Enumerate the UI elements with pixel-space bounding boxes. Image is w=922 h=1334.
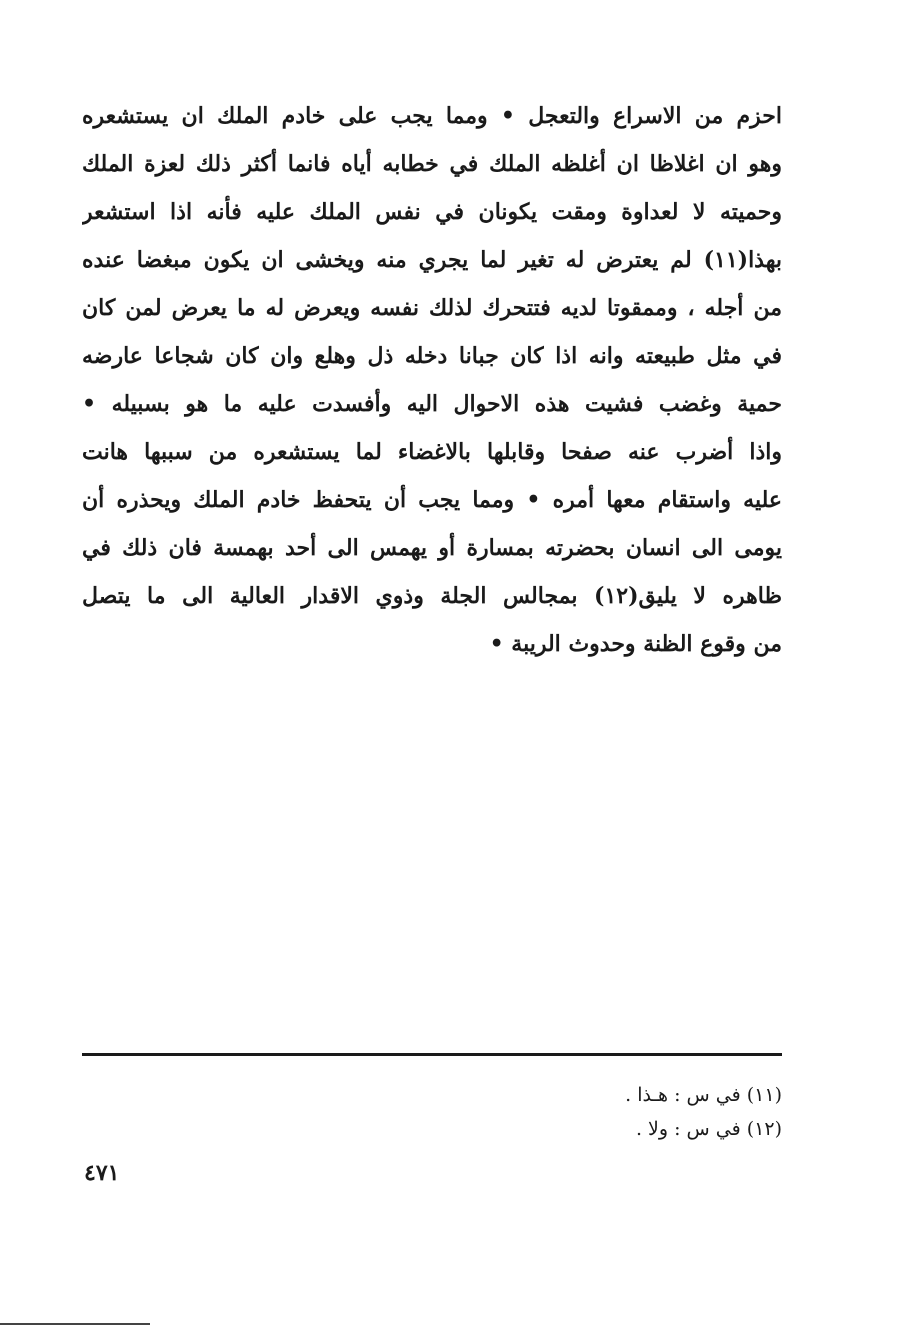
text-line: في مثل طبيعته وانه اذا كان جبانا دخله ذل وهلع وان كان شجاعا عارضه <box>82 343 782 369</box>
text-line: احزم من الاسراع والتعجل • ومما يجب على خادم الملك ان يستشعره <box>82 103 782 129</box>
page-number: ٤٧١ <box>84 1160 120 1186</box>
scan-edge-line <box>0 1323 150 1325</box>
text-line: وحميته لا لعداوة ومقت يكونان في نفس الملك عليه فأنه اذا استشعر <box>82 199 782 225</box>
footnotes <box>82 1078 782 1146</box>
footnote-item: (١١) في س : هـذا . <box>625 1084 782 1106</box>
text-line: حمية وغضب فشيت هذه الاحوال اليه وأفسدت عليه ما هو بسبيله • <box>82 391 782 417</box>
text-line: عليه واستقام معها أمره • ومما يجب أن يتحفظ خادم الملك ويحذره أن <box>82 487 782 513</box>
main-text <box>82 92 782 668</box>
footnote-divider <box>82 1053 782 1056</box>
text-line: واذا أضرب عنه صفحا وقابلها بالاغضاء لما يستشعره من سببها هانت <box>82 439 782 465</box>
text-line: وهو ان اغلاظا ان أغلظه الملك في خطابه أياه فانما أكثر ذلك لعزة الملك <box>82 151 782 177</box>
text-line: من وقوع الظنة وحدوث الريبة • <box>489 631 782 657</box>
text-line: ظاهره لا يليق(١٢) بمجالس الجلة وذوي الاقدار العالية الى ما يتصل <box>82 583 782 609</box>
text-line: من أجله ، وممقوتا لديه فتتحرك لذلك نفسه ويعرض له ما يعرض لمن كان <box>82 295 782 321</box>
footnote-item: (١٢) في س : ولا . <box>635 1118 782 1140</box>
text-line: يومى الى انسان بحضرته بمسارة أو يهمس الى أحد بهمسة فان ذلك في <box>82 535 782 561</box>
text-line: بهذا(١١) لم يعترض له تغير لما يجري منه ويخشى ان يكون مبغضا عنده <box>82 247 782 273</box>
